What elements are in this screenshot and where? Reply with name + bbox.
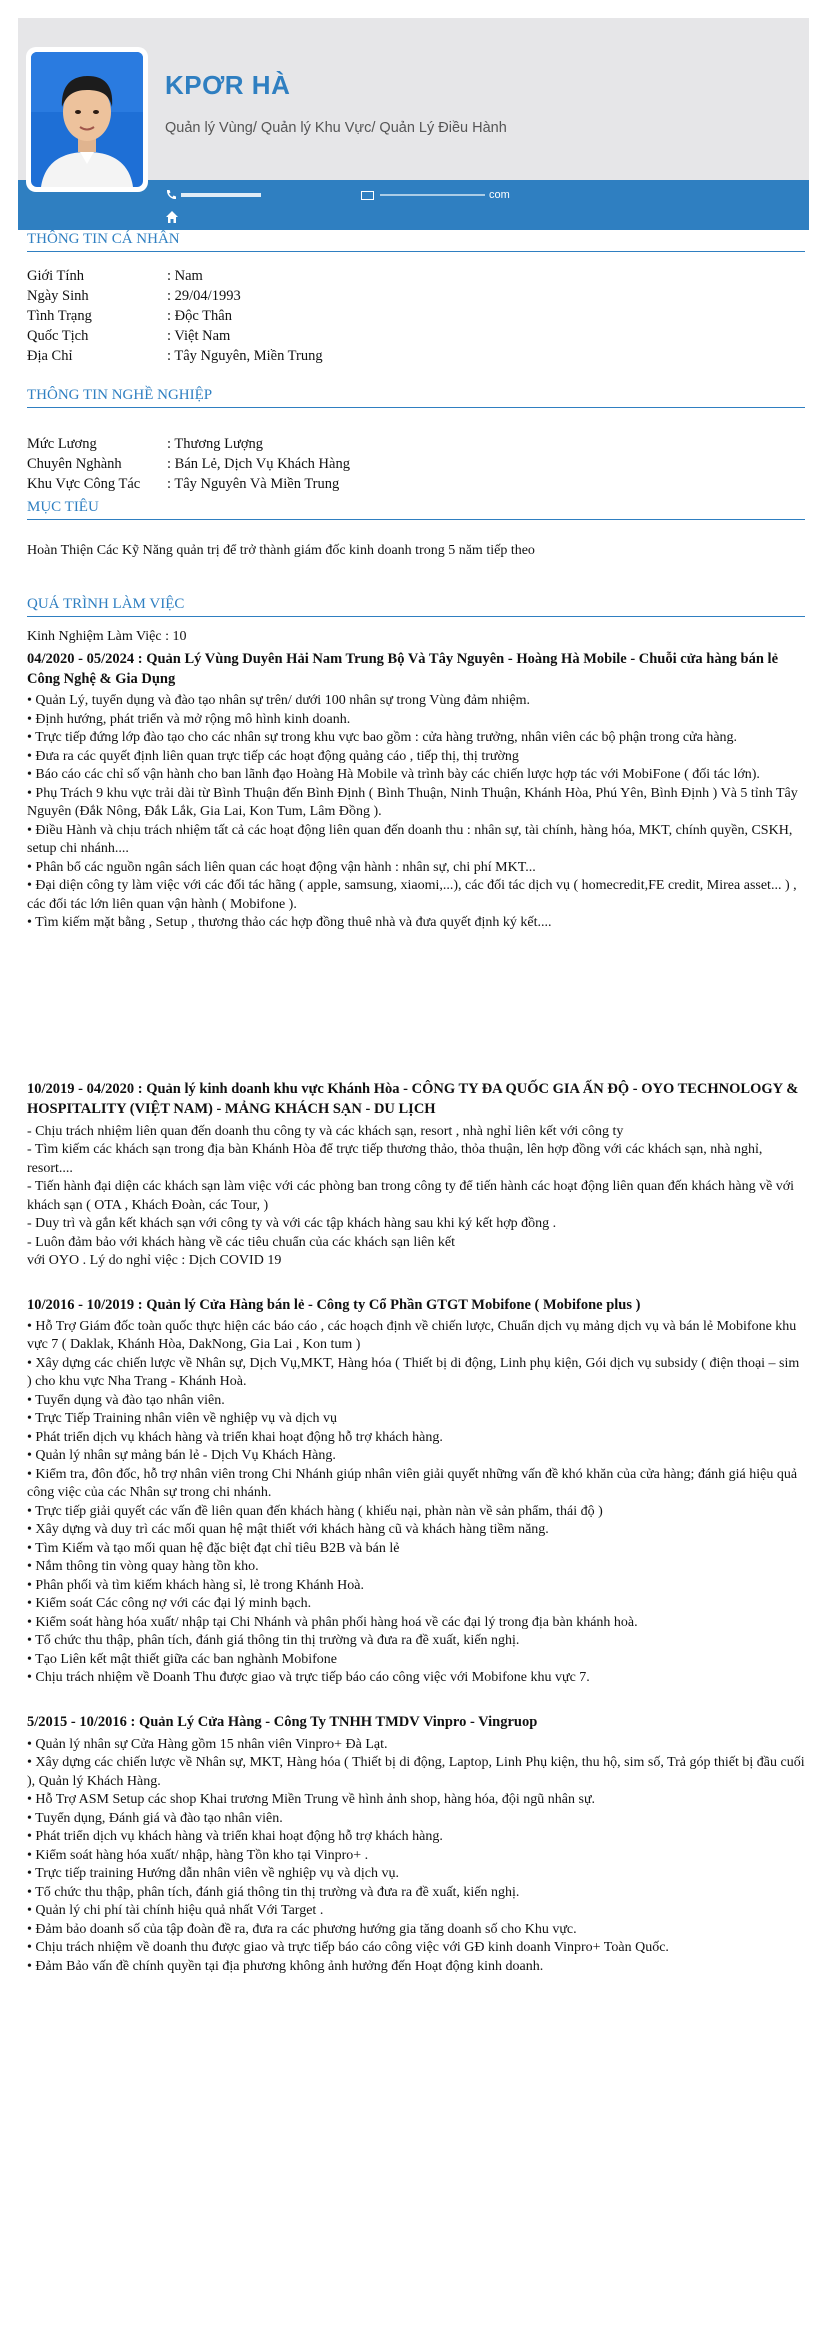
job-duty: - Tiến hành đại diện các khách sạn làm việc với các phòng ban trong công ty để tiến hành các hoạt động liên quan đến khách hàng về với khách sạn ( OTA , Khách Đoàn, các Tour, ) xyxy=(27,1179,795,1213)
avatar xyxy=(26,47,148,192)
job-duty: • Đưa ra các quyết định liên quan trực tiếp các hoạt động quảng cáo , tiếp thị, thị trường xyxy=(27,748,519,764)
job-duty: • Hỗ Trợ ASM Setup các shop Khai trương Miền Trung về hình ảnh shop, hàng hóa, đội ngũ nhân sự. xyxy=(27,1792,596,1807)
job-duty: • Chịu trách nhiệm về doanh thu được giao và trực tiếp báo cáo công việc với GĐ kinh doanh Vinpro+ Toàn Quốc. xyxy=(27,1940,669,1955)
career-info-list xyxy=(27,434,805,494)
profile-header xyxy=(0,0,827,230)
job-duty: • Báo cáo các chỉ số vận hành cho ban lãnh đạo Hoàng Hà Mobile và trình bày các chiến lược hợp tác với MobiFone ( đối tác lớn). xyxy=(27,767,760,782)
job-entry xyxy=(27,649,805,933)
job-duty: • Phát triển dịch vụ khách hàng và triển khai hoạt động hỗ trợ khách hàng. xyxy=(27,1429,443,1445)
email-suffix: com xyxy=(489,189,510,201)
job-duty: • Trực Tiếp Training nhân viên về nghiệp vụ và dịch vụ xyxy=(27,1411,337,1426)
job-duty: • Kiểm soát hàng hóa xuất/ nhập tại Chi Nhánh và phân phối hàng hoá về các đại lý trong địa bàn khánh hoà. xyxy=(27,1614,638,1630)
personal-row: Giới Tính : Nam xyxy=(27,268,203,284)
career-row: Mức Lương : Thương Lượng xyxy=(27,436,264,452)
email-redacted xyxy=(380,194,485,196)
job-duty: • Kiểm tra, đôn đốc, hỗ trợ nhân viên trong Chi Nhánh giúp nhân viên giải quyết những vấn đề khó khăn của cửa hàng; đánh giá hiệu quả công việc của các Nhân sự trong chi nhánh. xyxy=(27,1466,798,1500)
job-duty: - Luôn đảm bảo với khách hàng về các tiêu chuẩn của các khách sạn liên kết xyxy=(27,1234,455,1250)
job-duty: • Kiểm soát Các công nợ với các đại lý minh bạch. xyxy=(27,1596,312,1611)
job-duty: • Chịu trách nhiệm về Doanh Thu được giao và trực tiếp báo cáo công việc với Mobifone khu vực 7. xyxy=(27,1670,590,1685)
job-duty: • Tìm kiếm mặt bằng , Setup , thương thảo các hợp đồng thuê nhà và đưa quyết định ký kết.... xyxy=(27,915,552,930)
section-title-work: QUÁ TRÌNH LÀM VIỆC xyxy=(27,595,805,617)
job-duty: • Phát triển dịch vụ khách hàng và triển khai hoạt động hỗ trợ khách hàng. xyxy=(27,1829,443,1844)
job-duty: • Tuyển dụng, Đánh giá và đào tạo nhân viên. xyxy=(27,1810,283,1826)
contact-row xyxy=(165,187,510,203)
job-duty: • Kiểm soát hàng hóa xuất/ nhập, hàng Tồn kho tại Vinpro+ . xyxy=(27,1847,369,1863)
job-duty: • Quản lý nhân sự Cửa Hàng gồm 15 nhân viên Vinpro+ Đà Lạt. xyxy=(27,1736,388,1752)
job-duty: • Xây dựng và duy trì các mối quan hệ mật thiết với khách hàng cũ và khách hàng tiềm năng. xyxy=(27,1522,549,1537)
job-duty: • Xây dựng các chiến lược về Nhân sự, Dịch Vụ,MKT, Hàng hóa ( Thiết bị di động, Linh phụ kiện, Gói dịch vụ subsidy ( điện thoại – sim ) cho khu vực Nha Trang - Khánh Hoà. xyxy=(27,1355,800,1389)
job-duty: • Quản lý nhân sự mảng bán lẻ - Dịch Vụ Khách Hàng. xyxy=(27,1448,336,1463)
job-title: 04/2020 - 05/2024 : Quản Lý Vùng Duyên Hải Nam Trung Bộ Và Tây Nguyên - Hoàng Hà Mobile - Chuỗi cửa hàng bán lẻ Công Nghệ & Gia Dụng xyxy=(27,651,779,687)
job-entry xyxy=(27,1295,805,1688)
personal-row: Quốc Tịch : Việt Nam xyxy=(27,328,231,344)
job-duty: • Hỗ Trợ Giám đốc toàn quốc thực hiện các báo cáo , các hoạch định về chiến lược, Chuẩn dịch vụ mảng dịch vụ và bán lẻ Mobifone khu vực 7 ( Daklak, Khánh Hòa, DakNong, Gia Lai , Kon tum ) xyxy=(27,1318,797,1352)
job-duty: • Phân bổ các nguồn ngân sách liên quan các hoạt động vận hành : nhân sự, chi phí MKT... xyxy=(27,859,536,875)
job-duty: • Nắm thông tin vòng quay hàng tồn kho. xyxy=(27,1559,259,1574)
job-title: 5/2015 - 10/2016 : Quản Lý Cửa Hàng - Công Ty TNHH TMDV Vinpro - Vingruop xyxy=(27,1713,538,1730)
job-duty: • Đảm Bảo vấn đề chính quyền tại địa phương không ảnh hưởng đến Hoạt động kinh doanh. xyxy=(27,1958,544,1974)
job-duty: • Phụ Trách 9 khu vực trải dài từ Bình Thuận đến Bình Định ( Bình Thuận, Ninh Thuận, Khánh Hòa, Phú Yên, Bình Định ) Và 5 tỉnh Tây Nguyên (Đắk Nông, Đắk Lắk, Gia Lai, Kon Tum, Lâm Đồng ). xyxy=(27,785,798,819)
email-icon xyxy=(361,191,374,200)
job-duty: • Tuyển dụng và đào tạo nhân viên. xyxy=(27,1392,225,1408)
job-duty: • Trực tiếp đứng lớp đào tạo cho các nhân sự trong khu vực bao gồm : cửa hàng trưởng, nhân viên các bộ phận trong cửa hàng. xyxy=(27,730,738,745)
personal-row: Tình Trạng : Độc Thân xyxy=(27,308,232,324)
job-duty: • Tổ chức thu thập, phân tích, đánh giá thông tin thị trường và đưa ra đề xuất, kiến nghị. xyxy=(27,1633,520,1648)
personal-row: Ngày Sinh : 29/04/1993 xyxy=(27,288,241,304)
career-row: Chuyên Nghành : Bán Lẻ, Dịch Vụ Khách Hàng xyxy=(27,456,350,472)
job-duty: - Duy trì và gắn kết khách sạn với công ty và với các tập khách hàng sau khi ký kết hợp đồng . xyxy=(27,1216,557,1231)
job-duty: • Tìm Kiếm và tạo mối quan hệ đặc biệt đạt chỉ tiêu B2B và bán lẻ xyxy=(27,1540,400,1556)
job-duty: • Tổ chức thu thập, phân tích, đánh giá thông tin thị trường và đưa ra đề xuất, kiến nghị. xyxy=(27,1884,520,1900)
phone-icon xyxy=(165,189,177,201)
job-title: 10/2019 - 04/2020 : Quản lý kinh doanh khu vực Khánh Hòa - CÔNG TY ĐA QUỐC GIA ẤN ĐỘ - OYO TECHNOLOGY & HOSPITALITY (VIỆT NAM) - MẢNG KHÁCH SẠN - DU LỊCH xyxy=(27,1080,799,1117)
profile-photo xyxy=(31,52,143,187)
job-entry xyxy=(27,1712,805,1977)
career-row: Khu Vực Công Tác : Tây Nguyên Và Miền Trung xyxy=(27,476,340,492)
job-duty: • Định hướng, phát triển và mở rộng mô hình kinh doanh. xyxy=(27,711,351,727)
job-duty: • Xây dựng các chiến lược về Nhân sự, MKT, Hàng hóa ( Thiết bị di động, Laptop, Linh Phụ kiện, thu hộ, sim số, Trả góp thiết bị đầu cuối ), Quản lý Khách Hàng. xyxy=(27,1755,805,1789)
job-duty: • Tạo Liên kết mật thiết giữa các ban nghành Mobifone xyxy=(27,1651,338,1667)
job-entry xyxy=(27,1079,805,1271)
job-duty: • Phân phối và tìm kiếm khách hàng sỉ, lẻ trong Khánh Hoà. xyxy=(27,1577,364,1593)
candidate-name: KPƠR HÀ xyxy=(165,70,291,100)
resume-body xyxy=(27,230,805,1976)
job-duty: - Chịu trách nhiệm liên quan đến doanh thu công ty và các khách sạn, resort , nhà nghỉ liên kết với công ty xyxy=(27,1123,624,1139)
job-duty: • Quản lý chi phí tài chính hiệu quả nhất Với Target . xyxy=(27,1903,324,1918)
objective-text: Hoàn Thiện Các Kỹ Năng quản trị để trở thành giám đốc kinh doanh trong 5 năm tiếp theo xyxy=(27,543,535,558)
personal-info-list xyxy=(27,266,805,366)
job-duty: • Đại diện công ty làm việc với các đối tác hãng ( apple, samsung, xiaomi,...), các đối tác dịch vụ ( homecredit,FE credit, Mirea asset... ) , các đối tác lớn liên quan vận hành ( Mobifone ). xyxy=(27,878,797,912)
section-title-career: THÔNG TIN NGHỀ NGHIỆP xyxy=(27,386,805,408)
personal-row: Địa Chỉ : Tây Nguyên, Miền Trung xyxy=(27,348,323,364)
section-title-personal: THÔNG TIN CÁ NHÂN xyxy=(27,230,805,252)
job-duty: - Tìm kiếm các khách sạn trong địa bàn Khánh Hòa để trực tiếp thương thảo, thỏa thuận, lên hợp đồng với các khách sạn, nhà nghỉ, resort.... xyxy=(27,1142,763,1176)
candidate-role: Quản lý Vùng/ Quản lý Khu Vực/ Quản Lý Điều Hành xyxy=(165,120,507,136)
job-title: 10/2016 - 10/2019 : Quản lý Cửa Hàng bán lẻ - Công ty Cổ Phần GTGT Mobifone ( Mobifone plus ) xyxy=(27,1296,641,1313)
job-duty: • Trực tiếp training Hướng dẫn nhân viên về nghiệp vụ và dịch vụ. xyxy=(27,1866,399,1881)
job-duty: với OYO . Lý do nghỉ việc : Dịch COVID 19 xyxy=(27,1253,282,1268)
job-duty: • Quản Lý, tuyển dụng và đào tạo nhân sự trên/ dưới 100 nhân sự trong Vùng đảm nhiệm. xyxy=(27,693,530,708)
experience-years: Kinh Nghiệm Làm Việc : 10 xyxy=(27,628,187,644)
job-duty: • Điều Hành và chịu trách nhiệm tất cả các hoạt động liên quan đến doanh thu : nhân sự, tài chính, hàng hóa, MKT, chính quyền, CSKH, setup chi nhánh.... xyxy=(27,822,793,856)
job-duty: • Trực tiếp giải quyết các vấn đề liên quan đến khách hàng ( khiếu nại, phàn nàn về sản phẩm, thái độ ) xyxy=(27,1503,603,1519)
home-icon xyxy=(165,210,179,224)
job-duty: • Đảm bảo doanh số của tập đoàn đề ra, đưa ra các phương hướng gia tăng doanh số cho Khu vực. xyxy=(27,1921,577,1937)
section-title-objective: MỤC TIÊU xyxy=(27,498,805,520)
phone-number-redacted xyxy=(181,193,261,197)
